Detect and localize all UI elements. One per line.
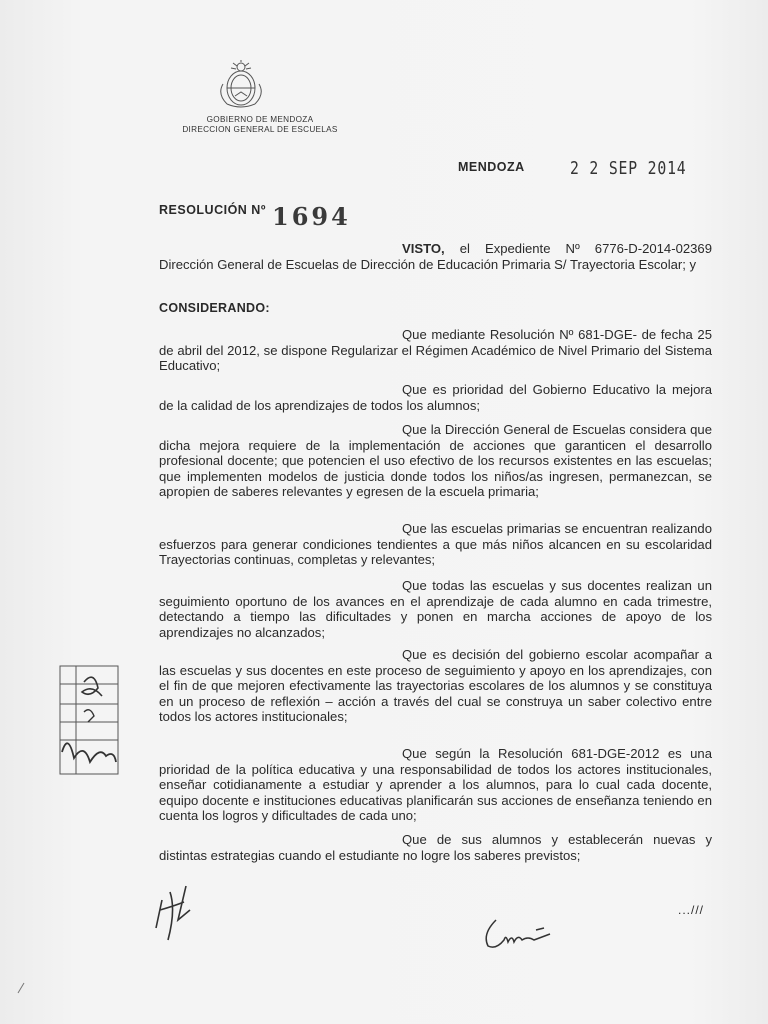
paragraph-text: Que es prioridad del Gobierno Educativo la mejora de la calidad de los aprendizajes de todos los alumnos; [159,382,712,413]
considerando-heading: CONSIDERANDO: [159,301,270,315]
coat-of-arms-icon [213,58,269,110]
place-label: MENDOZA [458,160,525,174]
visto-text: el Expediente Nº 6776-D-2014-02369 Dirección General de Escuelas de Dirección de Educación Primaria S/ Trayectoria Escolar; y [159,241,712,272]
paragraph-text: Que según la Resolución 681-DGE-2012 es una prioridad de la política educativa y una responsabilidad de todos los actores institucionales, enseñar cotidianamente a estudiar y aprender a los alumnos, para lo cual cada docente, equipo docente e instituciones educativas planificarán sus acciones de enseñanza teniendo en cuenta los logros y dificultades de cada uno; [159,746,712,824]
paragraph-4 [159,521,712,568]
date-stamp: 2 2 SEP 2014 [570,158,687,179]
paragraph-1 [159,327,712,374]
visto-paragraph [159,241,712,272]
paragraph-text: Que de sus alumnos y establecerán nuevas y distintas estrategias cuando el estudiante no logre los saberes previstos; [159,832,712,863]
paragraph-2 [159,382,712,413]
visto-label: VISTO, [402,241,445,256]
signature-2-icon [478,912,558,952]
gov-line-1: GOBIERNO DE MENDOZA [206,115,314,124]
paragraph-3 [159,422,712,500]
paragraph-text: Que las escuelas primarias se encuentran realizando esfuerzos para generar condiciones tendientes a que más niños alcancen en su escolaridad Trayectorias continuas, completas y relevantes; [159,521,712,568]
paragraph-text: Que todas las escuelas y sus docentes realizan un seguimiento oportuno de los avances en el aprendizaje de cada alumno en cada trimestre, detectando a tiempo las dificultades y ponen en marcha acciones de apoyo de los aprendizajes no alcanzados; [159,578,712,640]
paragraph-text: Que mediante Resolución Nº 681-DGE- de fecha 25 de abril del 2012, se dispone Regularizar el Régimen Académico de Nivel Primario del Sistema Educativo; [159,327,712,374]
margin-mark-icon [16,982,26,994]
paragraph-text: Que es decisión del gobierno escolar acompañar a las escuelas y sus docentes en este proceso de seguimiento y apoyo en los aprendizajes, con el fin de que mejoren efectivamente las trayectorias escolares de los alumnos y se constituya en un proceso de reflexión – acción a través del cual se construya un saber colectivo entre todos los actores institucionales; [159,647,712,725]
continuation-mark: .../// [678,903,705,917]
paragraph-6 [159,647,712,725]
paragraph-5 [159,578,712,640]
government-header [160,115,360,134]
paragraph-8 [159,832,712,863]
resolution-number: 1694 [272,202,351,231]
paragraph-text: Que la Dirección General de Escuelas considera que dicha mejora requiere de la implementación de acciones que garanticen el desarrollo profesional docente; que potencien el uso efectivo de los recursos existentes en las escuelas; que implementen modelos de justicia donde todos los niños/as ingresen, permanezcan, se apropien de saberes relevantes y egresen de la escuela primaria; [159,422,712,500]
resolution-label: RESOLUCIÓN Nº [159,203,266,217]
signature-1-icon [150,880,220,950]
initials-stamp-icon [54,662,124,777]
gov-line-2: DIRECCION GENERAL DE ESCUELAS [182,124,338,134]
paragraph-7 [159,746,712,824]
